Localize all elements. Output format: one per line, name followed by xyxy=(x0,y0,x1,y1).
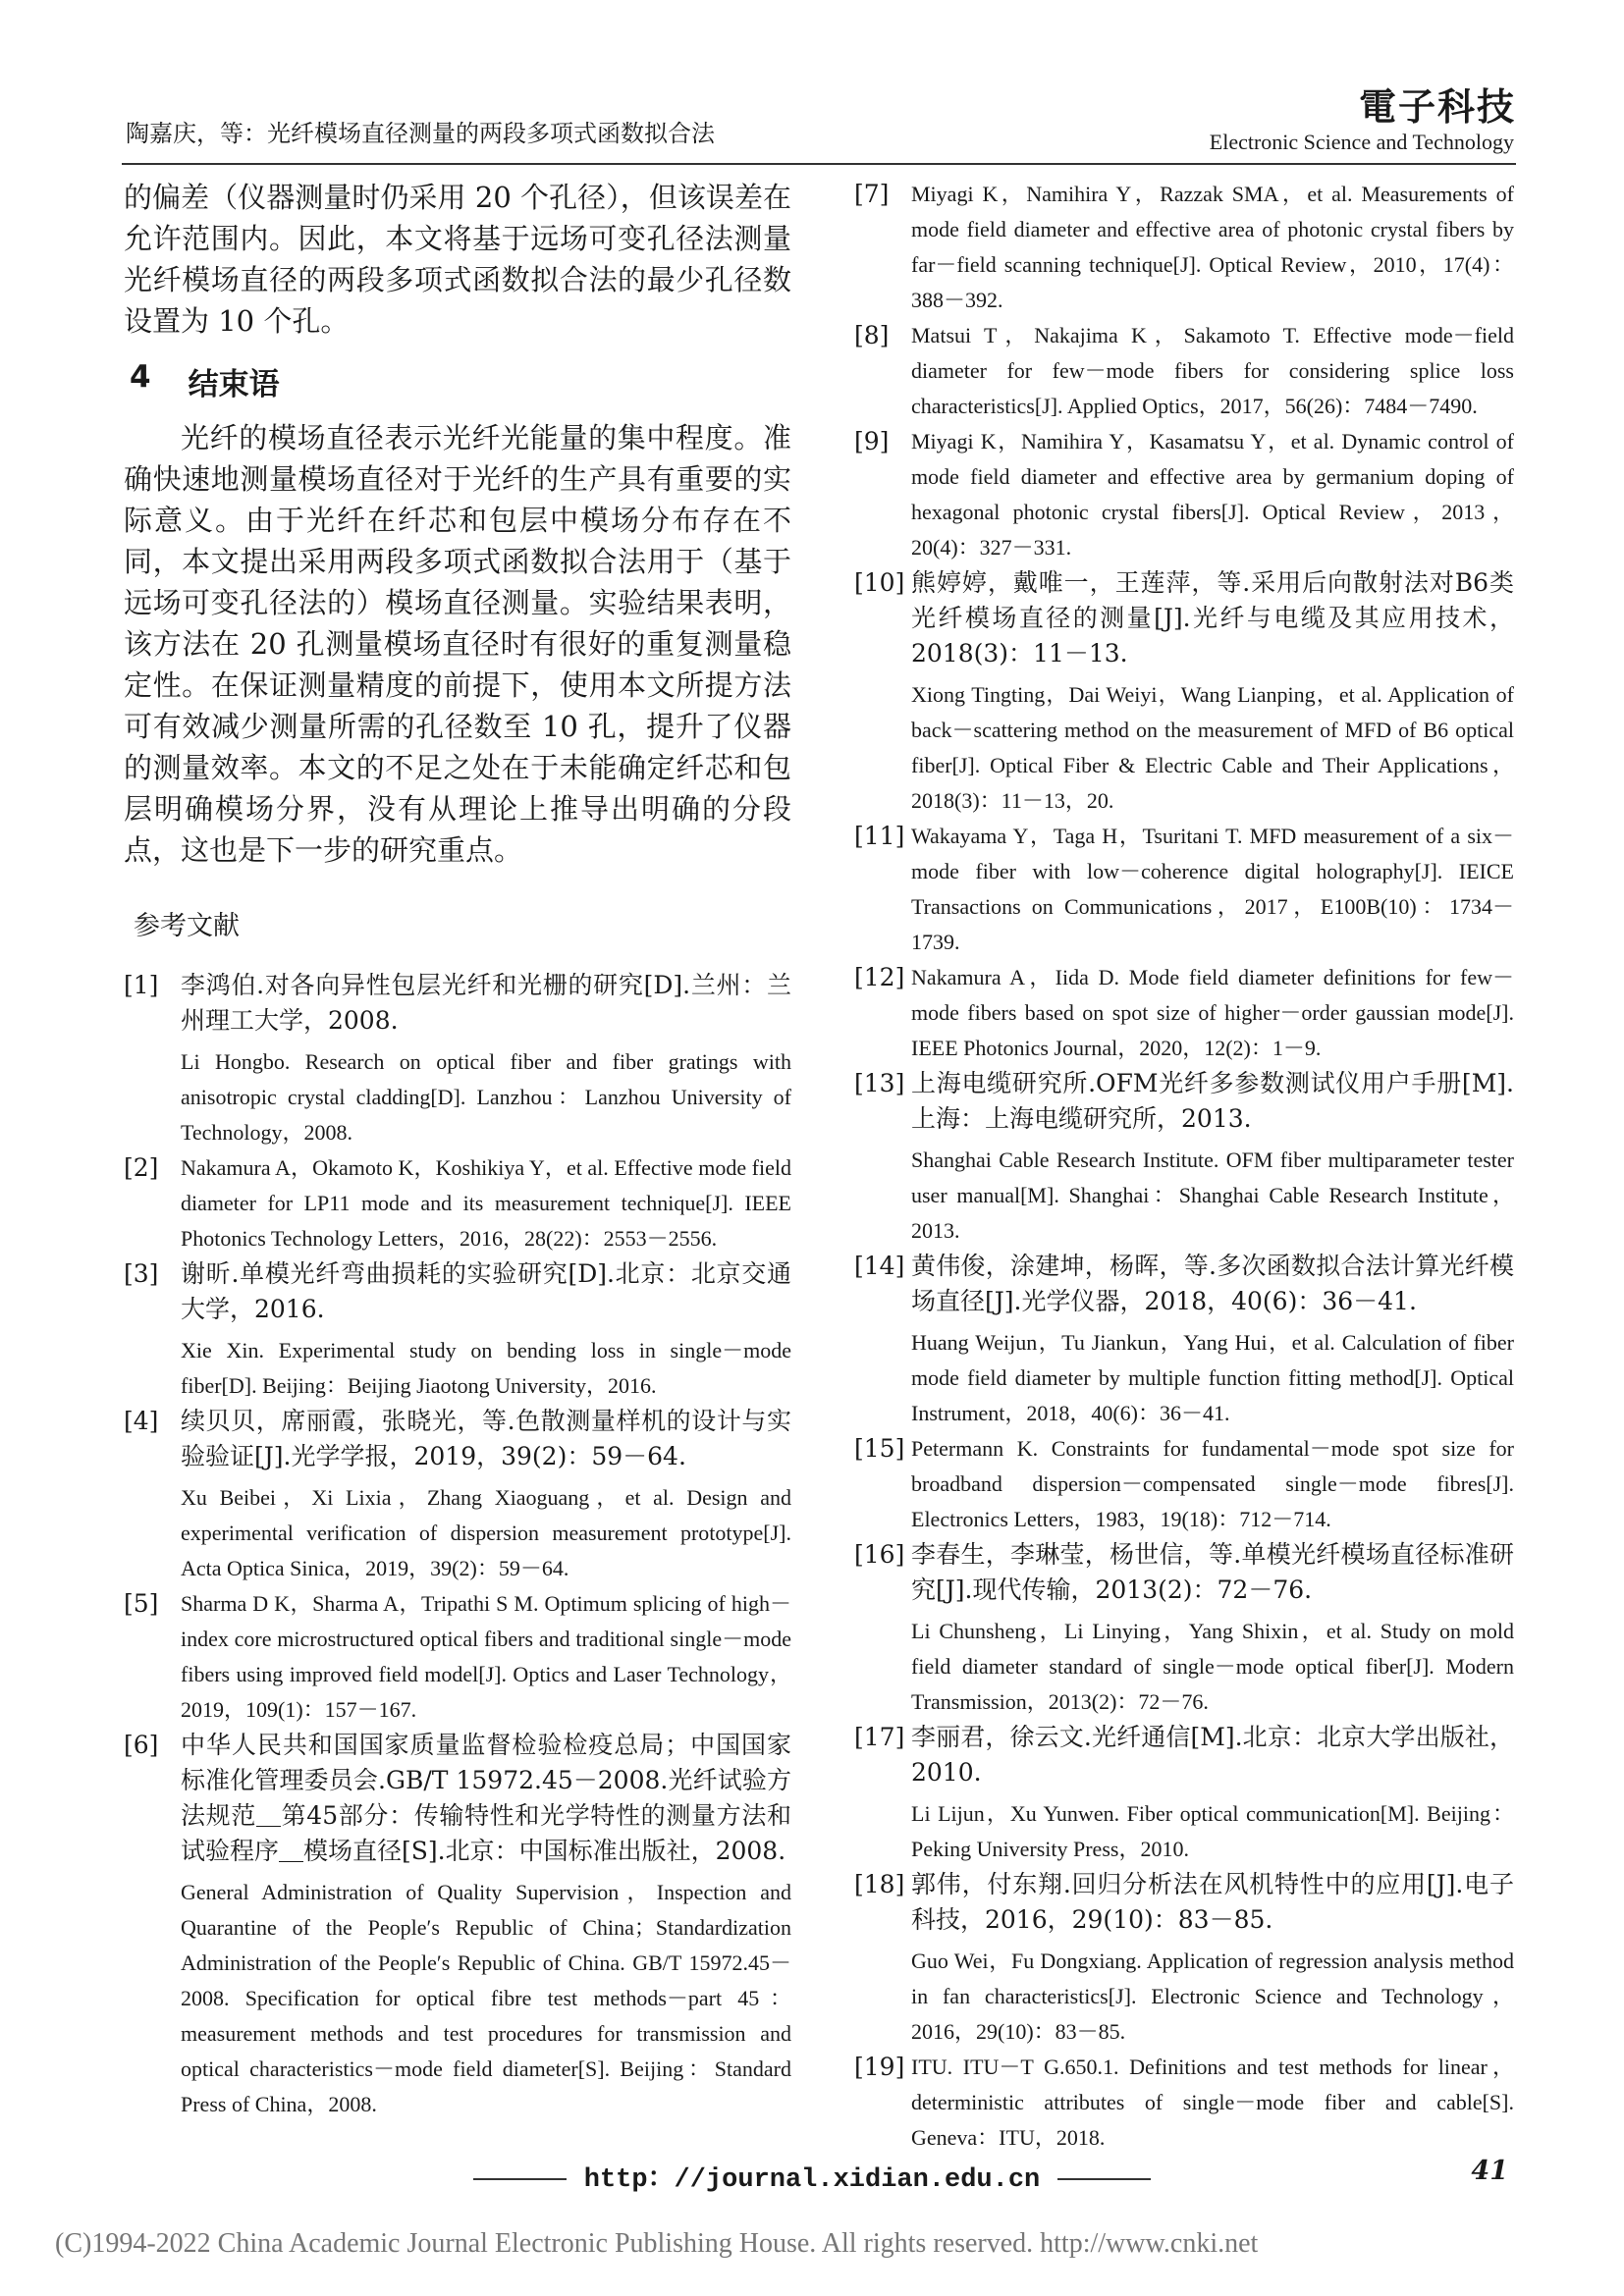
reference-text xyxy=(181,1586,791,1728)
reference-english: ITU. ITU－T G.650.1. Definitions and test methods for linear，deterministic attributes of single－mode fiber and cable[S]. Geneva：ITU，2018. xyxy=(911,2055,1514,2150)
running-header-title: 陶嘉庆，等：光纤模场直径测量的两段多项式函数拟合法 xyxy=(126,120,715,147)
references-title: 参考文献 xyxy=(134,911,240,941)
reference-number: [1] xyxy=(124,971,159,999)
reference-number: [3] xyxy=(124,1259,159,1288)
reference-item xyxy=(124,1404,791,1586)
reference-item xyxy=(124,1150,791,1256)
section-title: 结束语 xyxy=(188,367,280,402)
reference-english: Petermann K. Constraints for fundamental－mode spot size for broadband dispersion－compensated single－mode fibres[J]. Electronics Letters，1983，19(18)：712－714. xyxy=(911,1436,1514,1531)
reference-english: Huang Weijun，Tu Jiankun，Yang Hui，et al. Calculation of fiber mode field diameter by multiple function fitting method[J]. Optical Instrument，2018，40(6)：36－41. xyxy=(911,1330,1514,1425)
reference-item xyxy=(854,565,1514,819)
page-number: 41 xyxy=(1471,2156,1508,2186)
reference-number: [19] xyxy=(854,2053,905,2081)
reference-item xyxy=(124,1586,791,1728)
reference-english: Miyagi K，Namihira Y，Kasamatsu Y，et al. Dynamic control of mode field diameter and effective area by germanium doping of hexagonal photonic crystal fibers[J]. Optical Review，2013，20(4)：327－331. xyxy=(911,429,1514,560)
reference-item xyxy=(854,960,1514,1066)
reference-text xyxy=(911,1720,1514,1867)
reference-english: Li Lijun，Xu Yunwen. Fiber optical communication[M]. Beijing：Peking University Press，2010. xyxy=(911,1801,1514,1861)
reference-english: Miyagi K，Namihira Y，Razzak SMA，et al. Measurements of mode field diameter and effective area of photonic crystal fibers by far－field scanning technique[J]. Optical Review，2010，17(4)：388－392. xyxy=(911,182,1514,312)
reference-number: [10] xyxy=(854,568,905,597)
intro-paragraph: 的偏差（仪器测量时仍采用 20 个孔径），但该误差在允许范围内。因此，本文将基于远场可变孔径法测量光纤模场直径的两段多项式函数拟合法的最少孔径数设置为 10 个孔。 xyxy=(124,181,791,338)
reference-english: Guo Wei，Fu Dongxiang. Application of regression analysis method in fan characteristics[J]. Electronic Science and Technology，2016，29(10)：83－85. xyxy=(911,1949,1514,2044)
reference-item xyxy=(854,1066,1514,1249)
reference-english: Xu Beibei，Xi Lixia，Zhang Xiaoguang，et al. Design and experimental verification of dispersion measurement prototype[J]. Acta Optica Sinica，2019，39(2)：59－64. xyxy=(181,1485,791,1580)
reference-chinese: 黄伟俊，涂建坤，杨晖，等.多次函数拟合法计算光纤模场直径[J].光学仪器，2018，40(6)：36－41. xyxy=(911,1252,1514,1315)
reference-text xyxy=(181,1256,791,1404)
reference-number: [2] xyxy=(124,1153,159,1182)
reference-item xyxy=(854,2050,1514,2156)
reference-item xyxy=(124,1728,791,2122)
reference-text xyxy=(911,1867,1514,2050)
reference-number: [14] xyxy=(854,1252,905,1280)
reference-number: [9] xyxy=(854,427,890,455)
section-heading xyxy=(130,359,791,403)
reference-english: Li Hongbo. Research on optical fiber and fiber gratings with anisotropic crystal cladding[D]. Lanzhou：Lanzhou University of Technology，2008. xyxy=(181,1049,791,1145)
reference-item xyxy=(854,1720,1514,1867)
reference-item xyxy=(854,1867,1514,2050)
reference-text xyxy=(911,565,1514,819)
reference-item xyxy=(854,318,1514,424)
reference-item xyxy=(854,1431,1514,1537)
reference-item xyxy=(854,1249,1514,1431)
reference-chinese: 李鸿伯.对各向异性包层光纤和光栅的研究[D].兰州：兰州理工大学，2008. xyxy=(181,971,791,1035)
reference-english: Nakamura A，Iida D. Mode field diameter definitions for few－mode fibers based on spot size of higher－order gaussian mode[J]. IEEE Photonics Journal，2020，12(2)：1－9. xyxy=(911,965,1514,1060)
reference-english: Matsui T，Nakajima K，Sakamoto T. Effective mode－field diameter for few－mode fibers for considering splice loss characteristics[J]. Applied Optics，2017，56(26)：7484－7490. xyxy=(911,323,1514,418)
reference-text xyxy=(911,2050,1514,2156)
reference-chinese: 李春生，李琳莹，杨世信，等.单模光纤模场直径标准研究[J].现代传输，2013(2)：72－76. xyxy=(911,1540,1514,1604)
reference-text xyxy=(911,1249,1514,1431)
reference-chinese: 谢昕.单模光纤弯曲损耗的实验研究[D].北京：北京交通大学，2016. xyxy=(181,1259,791,1323)
reference-english: Shanghai Cable Research Institute. OFM fiber multiparameter tester user manual[M]. Shanghai：Shanghai Cable Research Institute，2013. xyxy=(911,1148,1514,1243)
reference-number: [11] xyxy=(854,822,905,850)
header-divider xyxy=(122,163,1516,165)
reference-chinese: 续贝贝，席丽霞，张晓光，等.色散测量样机的设计与实验验证[J].光学学报，2019，39(2)：59－64. xyxy=(181,1407,791,1470)
reference-chinese: 中华人民共和国国家质量监督检验检疫总局；中国国家标准化管理委员会.GB/T 15972.45－2008.光纤试验方法规范＿第45部分：传输特性和光学特性的测量方法和试验程序＿模场直径[S].北京：中国标准出版社，2008. xyxy=(181,1731,791,1865)
reference-text xyxy=(911,177,1514,318)
reference-text xyxy=(911,318,1514,424)
reference-number: [6] xyxy=(124,1731,159,1759)
reference-item xyxy=(854,177,1514,318)
reference-english: Wakayama Y，Taga H，Tsuritani T. MFD measurement of a six－mode fiber with low－coherence digital holography[J]. IEICE Transactions on Communications，2017，E100B(10)：1734－1739. xyxy=(911,824,1514,954)
reference-number: [16] xyxy=(854,1540,905,1569)
right-column xyxy=(854,177,1514,2156)
reference-english: Nakamura A，Okamoto K，Koshikiya Y，et al. Effective mode field diameter for LP11 mode and its measurement technique[J]. IEEE Photonics Technology Letters，2016，28(22)：2553－2556. xyxy=(181,1155,791,1251)
references-list-right xyxy=(854,177,1514,2156)
copyright-notice: (C)1994-2022 China Academic Journal Electronic Publishing House. All rights reserved. http://www.cnki.net xyxy=(55,2228,1259,2259)
reference-item xyxy=(854,819,1514,960)
left-column xyxy=(124,177,791,2122)
reference-number: [13] xyxy=(854,1069,905,1097)
reference-number: [17] xyxy=(854,1723,905,1751)
reference-number: [5] xyxy=(124,1589,159,1618)
reference-text xyxy=(911,960,1514,1066)
journal-name: Electronic Science and Technology xyxy=(1209,130,1514,154)
reference-english: General Administration of Quality Supervision，Inspection and Quarantine of the People′s Republic of China；Standardization Administration of the People′s Republic of China. GB/T 15972.45－2008. Specification for optical fibre test methods－part 45：measurement methods and test procedures for transmission and optical characteristics－mode field diameter[S]. Beijing：Standard Press of China，2008. xyxy=(181,1880,791,2116)
reference-number: [7] xyxy=(854,180,890,208)
reference-number: [18] xyxy=(854,1870,905,1898)
reference-english: Xie Xin. Experimental study on bending loss in single－mode fiber[D]. Beijing：Beijing Jiaotong University，2016. xyxy=(181,1338,791,1398)
reference-item xyxy=(854,424,1514,565)
reference-text xyxy=(181,1728,791,2122)
reference-text xyxy=(911,1431,1514,1537)
footer-url[interactable]: http：//journal.xidian.edu.cn xyxy=(0,2156,1624,2195)
reference-chinese: 上海电缆研究所.OFM光纤多参数测试仪用户手册[M].上海：上海电缆研究所，2013. xyxy=(911,1069,1514,1133)
reference-item xyxy=(124,968,791,1150)
conclusion-paragraph: 光纤的模场直径表示光纤光能量的集中程度。准确快速地测量模场直径对于光纤的生产具有重要的实际意义。由于光纤在纤芯和包层中模场分布存在不同，本文提出采用两段多项式函数拟合法用于（基于远场可变孔径法的）模场直径测量。实验结果表明，该方法在 20 孔测量模场直径时有很好的重复测量稳定性。在保证测量精度的前提下，使用本文所提方法可有效减少测量所需的孔径数至 10 孔，提升了仪器的测量效率。本文的不足之处在于未能确定纤芯和包层明确模场分界，没有从理论上推导出明确的分段点，这也是下一步的研究重点。 xyxy=(124,421,791,867)
reference-text xyxy=(181,968,791,1150)
reference-english: Sharma D K，Sharma A，Tripathi S M. Optimum splicing of high－index core microstructured optical fibers and traditional single－mode fibers using improved field model[J]. Optics and Laser Technology，2019，109(1)：157－167. xyxy=(181,1591,791,1722)
journal-logo: 電子科技 xyxy=(1358,84,1516,129)
reference-number: [4] xyxy=(124,1407,159,1435)
reference-text xyxy=(911,1537,1514,1720)
reference-item xyxy=(124,1256,791,1404)
reference-item xyxy=(854,1537,1514,1720)
reference-text xyxy=(911,819,1514,960)
references-list-left xyxy=(124,968,791,2122)
reference-chinese: 李丽君，徐云文.光纤通信[M].北京：北京大学出版社，2010. xyxy=(911,1723,1514,1787)
reference-chinese: 郭伟，付东翔.回归分析法在风机特性中的应用[J].电子科技，2016，29(10)：83－85. xyxy=(911,1870,1514,1934)
reference-number: [8] xyxy=(854,321,890,349)
reference-text xyxy=(911,1066,1514,1249)
reference-chinese: 熊婷婷，戴唯一，王莲萍，等.采用后向散射法对B6类光纤模场直径的测量[J].光纤与电缆及其应用技术，2018(3)：11－13. xyxy=(911,568,1514,667)
reference-text xyxy=(911,424,1514,565)
reference-number: [15] xyxy=(854,1434,905,1463)
section-number: 4 xyxy=(130,359,151,395)
reference-english: Xiong Tingting，Dai Weiyi，Wang Lianping，et al. Application of back－scattering method on the measurement of MFD of B6 optical fiber[J]. Optical Fiber & Electric Cable and Their Applications，2018(3)：11－13，20. xyxy=(911,682,1514,813)
reference-english: Li Chunsheng，Li Linying，Yang Shixin，et al. Study on mold field diameter standard of single－mode optical fiber[J]. Modern Transmission，2013(2)：72－76. xyxy=(911,1619,1514,1714)
reference-text xyxy=(181,1404,791,1586)
reference-number: [12] xyxy=(854,963,905,991)
reference-text xyxy=(181,1150,791,1256)
